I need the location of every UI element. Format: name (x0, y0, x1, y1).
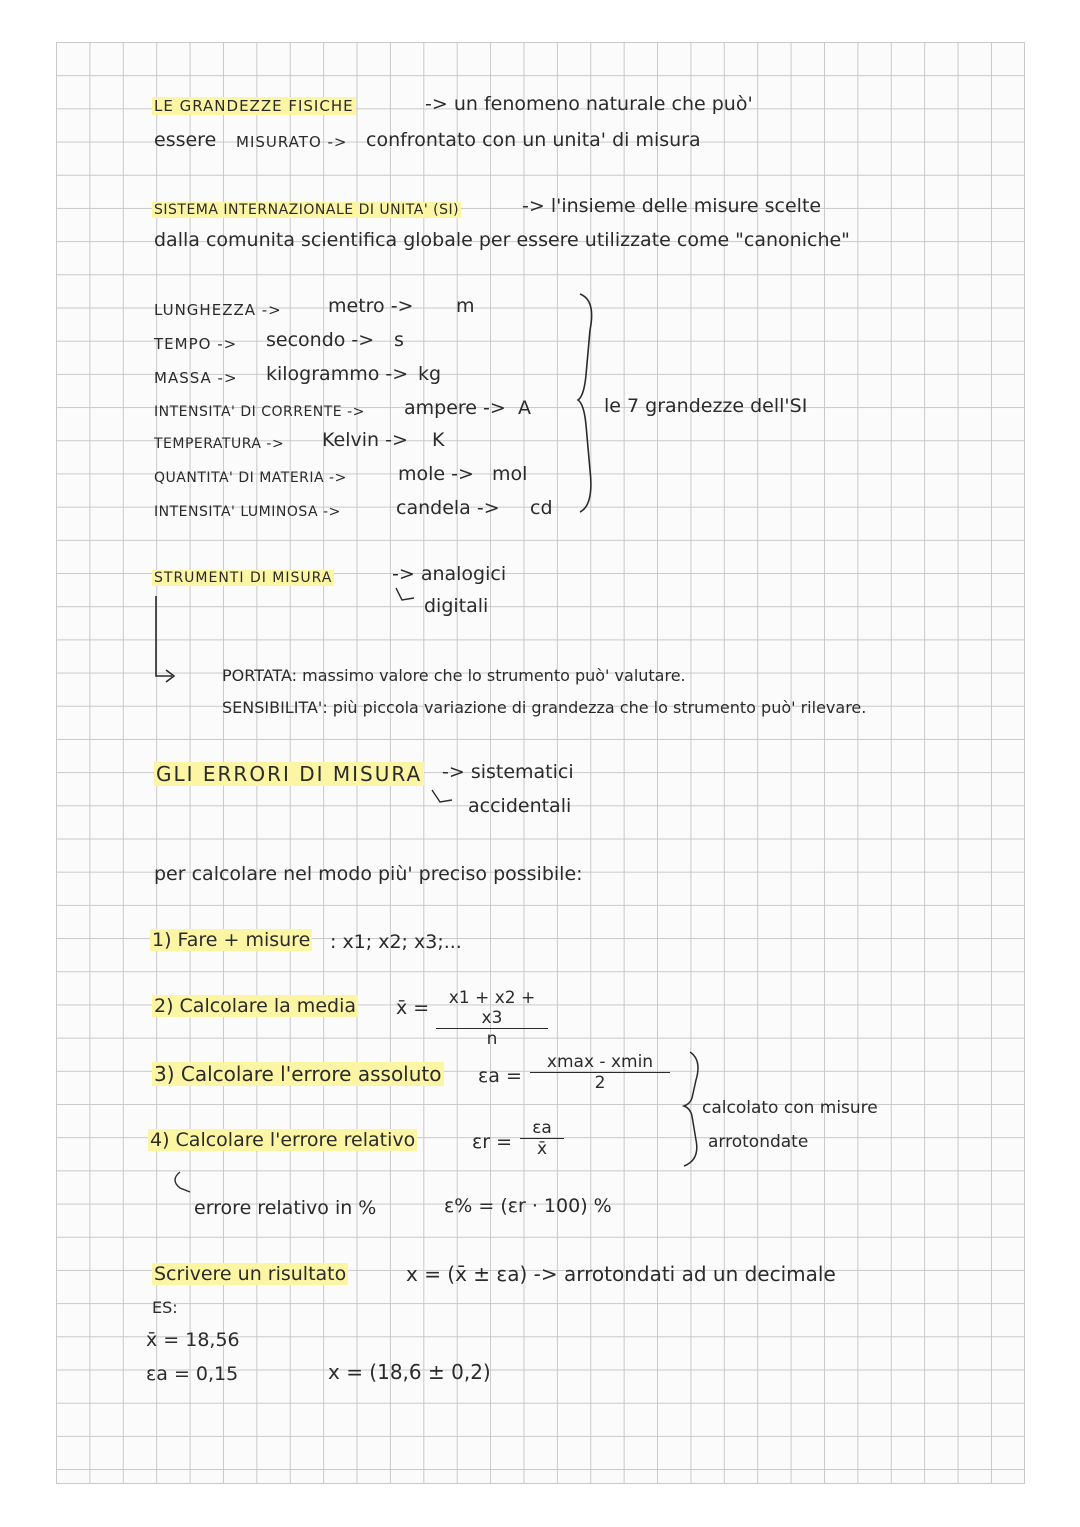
unit-row-symbol: mol (492, 463, 528, 485)
unit-row-name: LUNGHEZZA -> (154, 301, 282, 319)
example-abs-error: εa = 0,15 (146, 1363, 239, 1385)
step1-label: 1) Fare + misure (152, 929, 311, 951)
unit-row-unit: ampere -> (404, 397, 506, 419)
brace-note-line2: arrotondate (708, 1132, 809, 1152)
unit-row-unit: kilogrammo -> (266, 363, 409, 385)
procedure-intro: per calcolare nel modo più' preciso possibile: (154, 863, 583, 885)
percent-error-label: errore relativo in % (194, 1197, 377, 1219)
unit-row-name: INTENSITA' DI CORRENTE -> (154, 404, 365, 420)
units-brace-label: le 7 grandezze dell'SI (604, 395, 808, 417)
grandezze-fisiche-definition: -> un fenomeno naturale che può' (425, 93, 753, 115)
example-mean: x̄ = 18,56 (146, 1329, 240, 1351)
unit-row-unit: mole -> (398, 463, 474, 485)
step2-lhs: x̄ = (396, 997, 430, 1019)
unit-row-unit: Kelvin -> (322, 429, 408, 451)
step4-fraction (520, 1118, 564, 1159)
step4-denominator: x̄ (536, 1139, 548, 1159)
si-title: SISTEMA INTERNAZIONALE DI UNITA' (SI) (154, 202, 460, 218)
unit-row-symbol: m (456, 295, 475, 317)
errori-title: GLI ERRORI DI MISURA (156, 762, 423, 786)
example-final-result: x = (18,6 ± 0,2) (328, 1360, 491, 1384)
unit-row-unit: secondo -> (266, 329, 375, 351)
strumenti-analogici: -> analogici (392, 563, 507, 585)
unit-row-name: MASSA -> (154, 369, 238, 387)
si-definition: -> l'insieme delle misure scelte (522, 195, 822, 217)
unit-row-symbol: A (518, 397, 531, 419)
unit-row-name: INTENSITA' LUMINOSA -> (154, 504, 341, 520)
errori-accidentali: accidentali (468, 795, 572, 817)
essere-text: essere (154, 129, 217, 151)
unit-row-symbol: K (432, 429, 445, 451)
strumenti-digitali: digitali (424, 595, 489, 617)
unit-row-name: TEMPERATURA -> (154, 436, 285, 452)
errori-sistematici: -> sistematici (442, 761, 574, 783)
unit-row-unit: metro -> (328, 295, 414, 317)
step2-fraction (436, 988, 548, 1049)
grandezze-fisiche-title: LE GRANDEZZE FISICHE (154, 97, 354, 115)
step3-denominator: 2 (594, 1073, 606, 1093)
step3-numerator: xmax - xmin (530, 1052, 670, 1073)
step3-label: 3) Calcolare l'errore assoluto (154, 1062, 442, 1086)
result-formula: x = (x̄ ± εa) -> arrotondati ad un decimale (406, 1262, 836, 1286)
unit-row-name: TEMPO -> (154, 335, 238, 353)
step4-numerator: εa (520, 1118, 564, 1139)
unit-row-symbol: kg (418, 363, 442, 385)
step2-denominator: n (486, 1029, 498, 1049)
unit-row-unit: candela -> (396, 497, 500, 519)
unit-row-symbol: cd (530, 497, 553, 519)
example-label: ES: (152, 1298, 178, 1317)
step2-label: 2) Calcolare la media (154, 995, 356, 1017)
si-definition-line2: dalla comunita scientifica globale per essere utilizzate come "canoniche" (154, 229, 850, 251)
step4-lhs: εr = (472, 1131, 513, 1153)
step1-values: : x1; x2; x3;... (330, 931, 462, 953)
brace-note-line1: calcolato con misure (702, 1098, 878, 1118)
step4-label: 4) Calcolare l'errore relativo (150, 1129, 416, 1151)
percent-error-formula: ε% = (εr · 100) % (444, 1195, 612, 1217)
unit-row-name: QUANTITA' DI MATERIA -> (154, 470, 347, 486)
unit-row-symbol: s (394, 329, 404, 351)
step3-lhs: εa = (478, 1065, 522, 1087)
result-label: Scrivere un risultato (154, 1263, 347, 1285)
misurato-text: MISURATO -> (236, 133, 348, 151)
portata-definition: PORTATA: massimo valore che lo strumento può' valutare. (222, 666, 686, 685)
confrontato-text: confrontato con un unita' di misura (366, 129, 701, 151)
sensibilita-definition: SENSIBILITA': più piccola variazione di grandezza che lo strumento può' rilevare. (222, 698, 867, 717)
step2-numerator: x1 + x2 + x3 (436, 988, 548, 1029)
strumenti-title: STRUMENTI DI MISURA (154, 570, 333, 586)
step3-fraction (530, 1052, 670, 1093)
